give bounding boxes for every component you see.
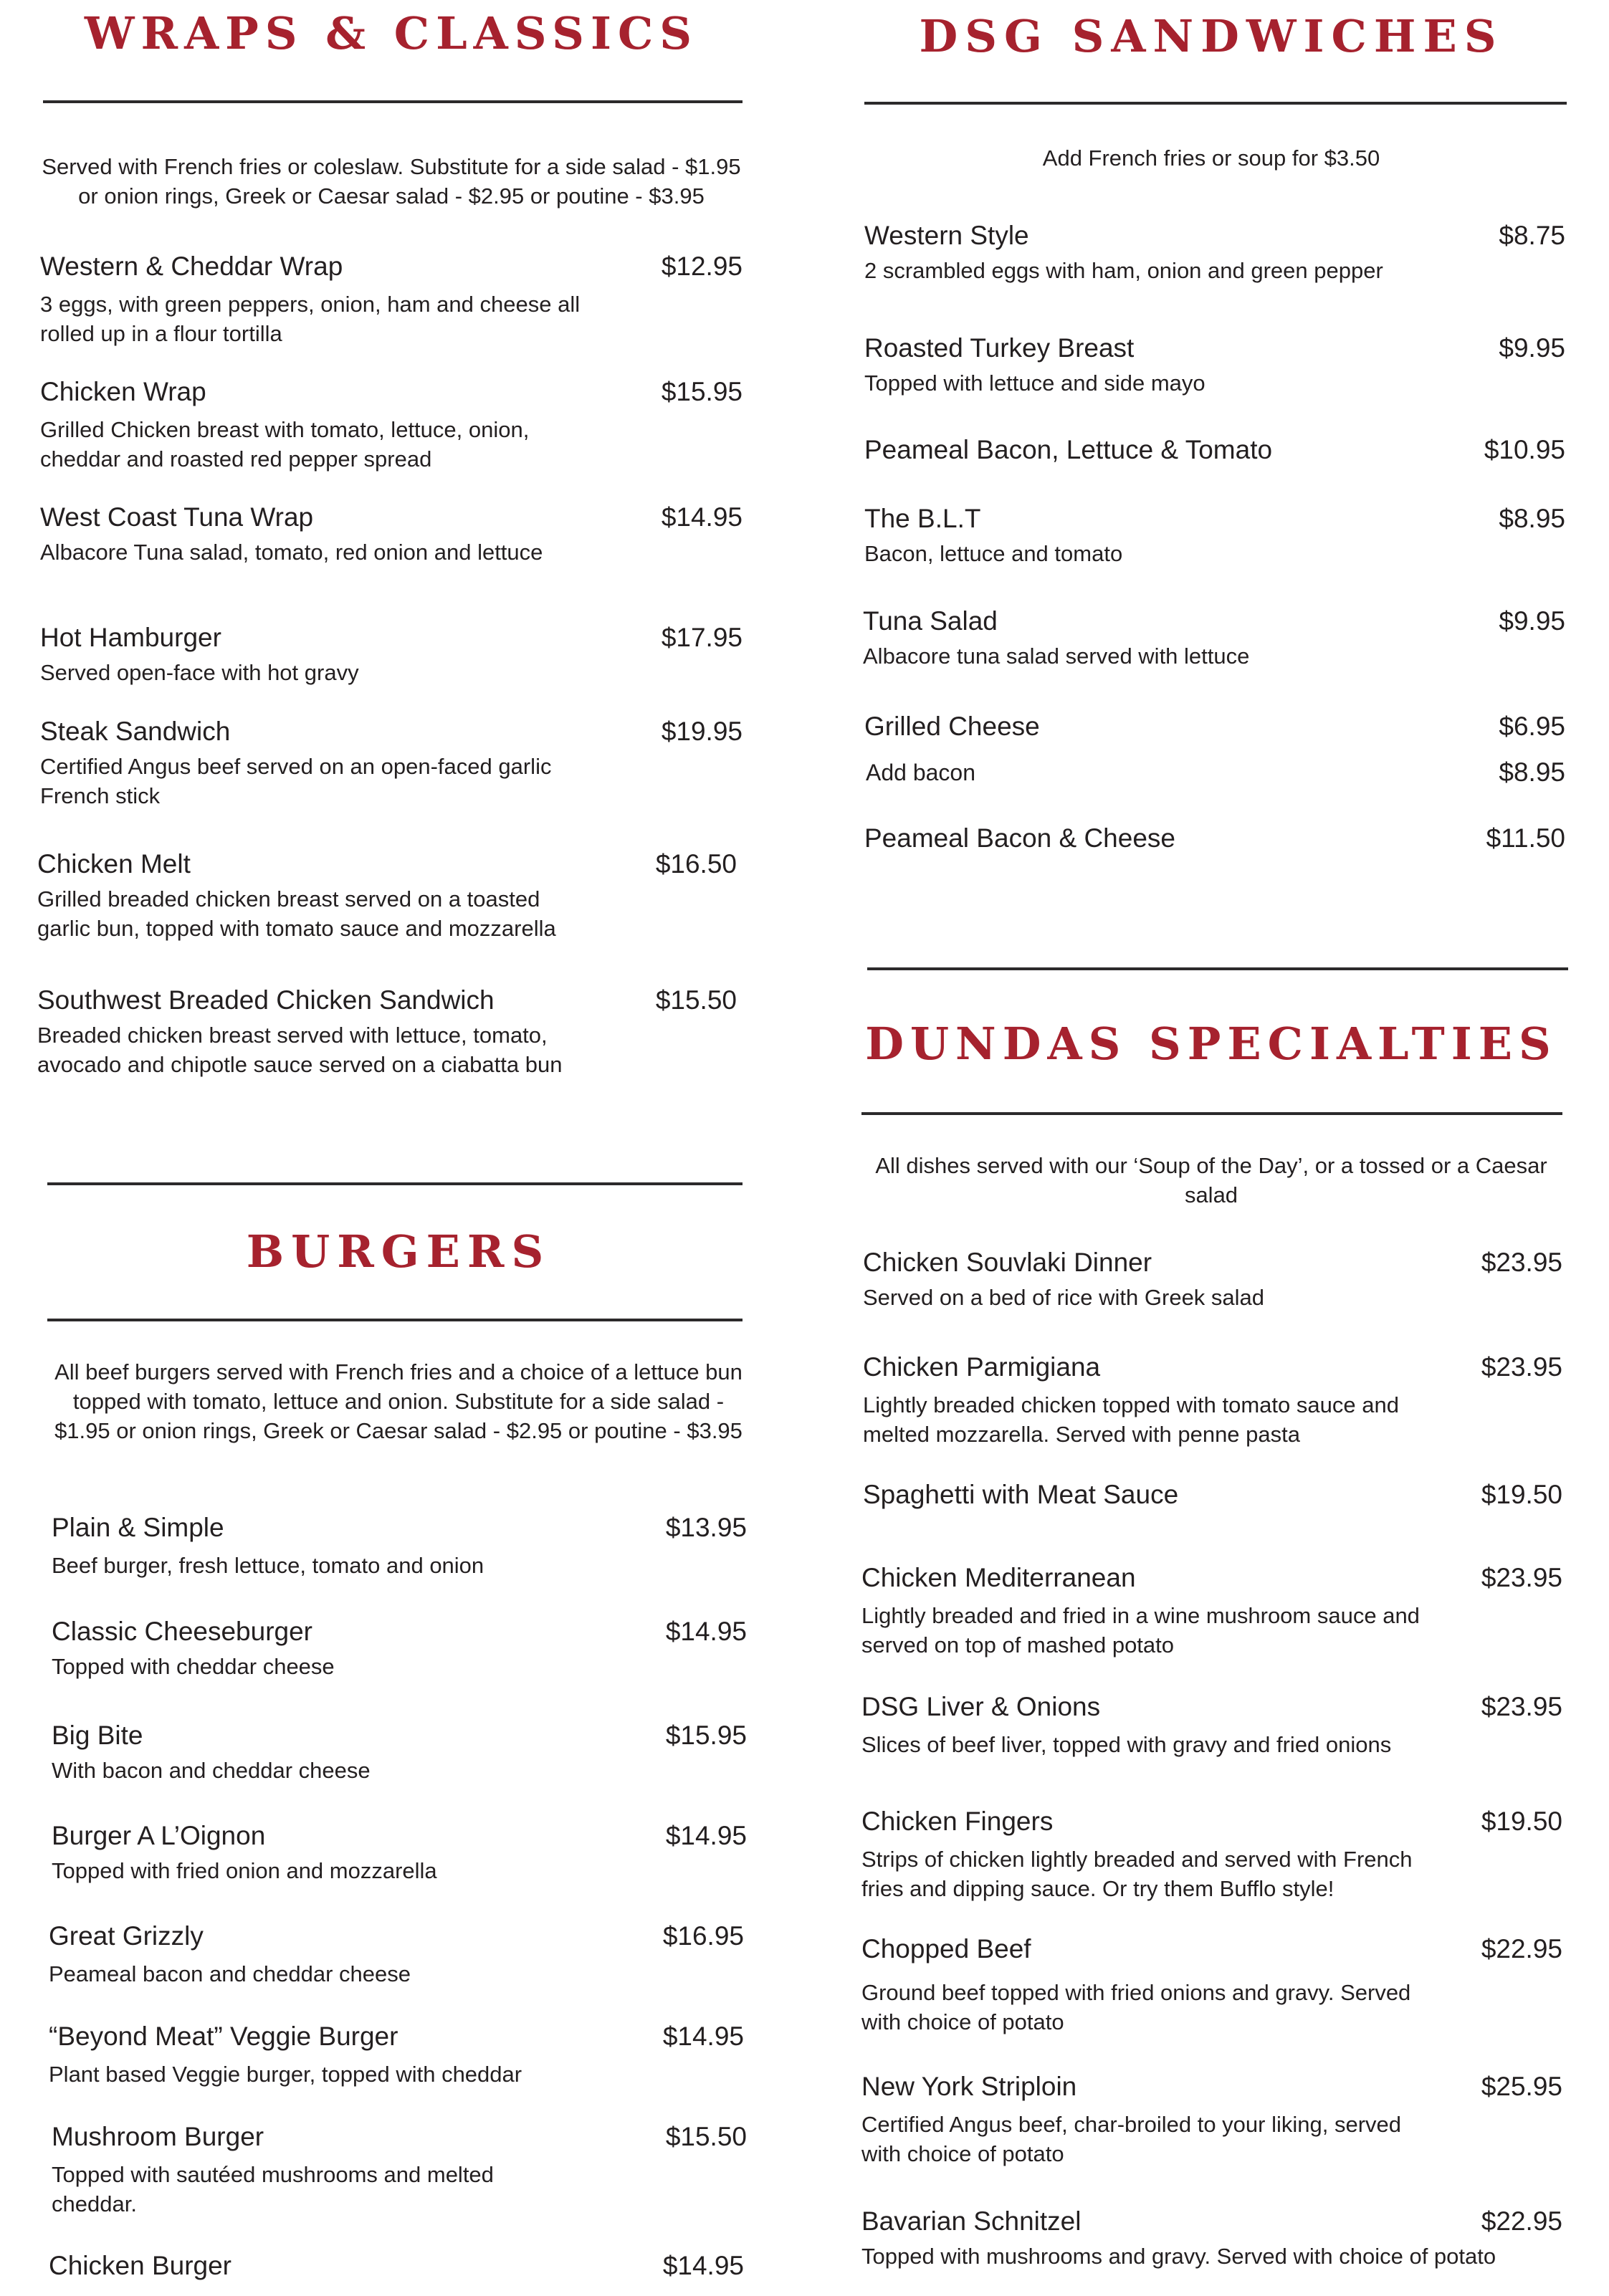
item-price: $14.95	[662, 2022, 744, 2051]
item-description: Strips of chicken lightly breaded and served with French fries and dipping sauce. Or try them Bufflo style!	[861, 1847, 1413, 1901]
item-description: Plant based Veggie burger, topped with cheddar	[49, 2062, 522, 2087]
item-name: Plain & Simple	[52, 1513, 224, 1542]
wraps-note: Served with French fries or coleslaw. Substitute for a side salad - $1.95 or onion rings, Greek or Caesar salad - $2.95 or poutine - $3.95	[42, 154, 741, 209]
item-description: Albacore tuna salad served with lettuce	[863, 644, 1250, 669]
item-description: 3 eggs, with green peppers, onion, ham and cheese all rolled up in a flour tortilla	[40, 292, 581, 346]
item-name: “Beyond Meat” Veggie Burger	[49, 2022, 398, 2051]
item-price: $16.50	[655, 849, 737, 879]
item-description: Served on a bed of rice with Greek salad	[863, 1285, 1265, 1310]
item-name: Classic Cheeseburger	[52, 1617, 313, 1646]
item-price: $13.95	[665, 1513, 747, 1542]
item-price: $15.95	[661, 377, 743, 406]
item-price: $9.95	[1499, 606, 1565, 636]
item-name: Chicken Melt	[37, 849, 191, 879]
specialties-top-divider	[867, 967, 1568, 970]
item-price: $9.95	[1499, 333, 1565, 363]
item-description: Certified Angus beef, char-broiled to your liking, served with choice of potato	[861, 2112, 1402, 2166]
sandwiches-note: Add French fries or soup for $3.50	[1042, 145, 1380, 171]
item-description: Topped with cheddar cheese	[52, 1654, 335, 1679]
item-description: Slices of beef liver, topped with gravy and fried onions	[861, 1732, 1392, 1757]
wraps-heading: WRAPS & CLASSICS	[84, 7, 699, 59]
item-price: $12.95	[661, 252, 743, 281]
item-name: Add bacon	[866, 760, 976, 785]
item-price: $16.95	[662, 1921, 744, 1951]
item-name: Mushroom Burger	[52, 2122, 264, 2151]
item-price: $11.50	[1486, 823, 1565, 853]
item-description: Topped with mushrooms and gravy. Served with choice of potato	[861, 2244, 1496, 2269]
item-price: $15.50	[665, 2122, 747, 2151]
item-name: Roasted Turkey Breast	[864, 333, 1135, 363]
item-name: Great Grizzly	[49, 1921, 204, 1951]
item-price: $22.95	[1481, 1934, 1562, 1963]
item-price: $23.95	[1481, 1248, 1562, 1277]
item-name: Grilled Cheese	[864, 712, 1040, 741]
item-price: $23.95	[1481, 1563, 1562, 1592]
item-description: Lightly breaded and fried in a wine mushroom sauce and served on top of mashed potato	[861, 1603, 1420, 1658]
item-name: Tuna Salad	[863, 606, 998, 636]
item-description: Albacore Tuna salad, tomato, red onion and lettuce	[40, 540, 543, 565]
wraps-divider	[43, 100, 743, 103]
item-name: Peameal Bacon, Lettuce & Tomato	[864, 435, 1273, 464]
item-description: Topped with sautéed mushrooms and melted cheddar.	[52, 2162, 494, 2216]
item-name: Chicken Fingers	[861, 1807, 1054, 1836]
item-description: Grilled Chicken breast with tomato, lettuce, onion, cheddar and roasted red pepper spread	[40, 417, 530, 472]
specialties-note: All dishes served with our ‘Soup of the Day’, or a tossed or a Caesar salad	[875, 1153, 1547, 1207]
item-name: Southwest Breaded Chicken Sandwich	[37, 985, 495, 1015]
item-name: Spaghetti with Meat Sauce	[863, 1480, 1179, 1509]
specialties-divider	[861, 1112, 1562, 1115]
item-name: Chicken Burger	[49, 2251, 232, 2280]
item-description: Topped with fried onion and mozzarella	[52, 1858, 437, 1883]
item-price: $14.95	[665, 1617, 747, 1646]
item-price: $23.95	[1481, 1692, 1562, 1721]
item-description: Bacon, lettuce and tomato	[864, 541, 1123, 566]
item-description: Ground beef topped with fried onions and gravy. Served with choice of potato	[861, 1980, 1411, 2034]
item-description: Lightly breaded chicken topped with tomato sauce and melted mozzarella. Served with penne pasta	[863, 1392, 1399, 1447]
item-price: $6.95	[1499, 712, 1565, 741]
item-description: Certified Angus beef served on an open-faced garlic French stick	[40, 754, 552, 808]
item-price: $8.75	[1499, 221, 1565, 250]
item-name: Bavarian Schnitzel	[861, 2206, 1082, 2236]
item-name: The B.L.T	[864, 504, 981, 533]
item-description: Beef burger, fresh lettuce, tomato and onion	[52, 1553, 484, 1578]
item-price: $15.95	[665, 1721, 747, 1750]
item-name: Chicken Mediterranean	[861, 1563, 1136, 1592]
burgers-heading: BURGERS	[246, 1225, 551, 1278]
item-price: $19.50	[1481, 1480, 1562, 1509]
item-name: Chicken Wrap	[40, 377, 206, 406]
item-price: $22.95	[1481, 2206, 1562, 2236]
item-name: Western & Cheddar Wrap	[40, 252, 343, 281]
item-name: Hot Hamburger	[40, 623, 221, 652]
item-description: 2 scrambled eggs with ham, onion and green pepper	[864, 258, 1383, 283]
item-price: $14.95	[665, 1821, 747, 1850]
sandwiches-divider	[864, 102, 1567, 105]
item-price: $14.95	[662, 2251, 744, 2280]
item-description: Served open-face with hot gravy	[40, 660, 359, 685]
item-name: Peameal Bacon & Cheese	[864, 823, 1175, 853]
item-price: $8.95	[1499, 504, 1565, 533]
item-price: $8.95	[1499, 757, 1565, 787]
item-name: Burger A L’Oignon	[52, 1821, 266, 1850]
item-price: $19.95	[661, 717, 743, 746]
item-name: Western Style	[864, 221, 1029, 250]
item-price: $17.95	[661, 623, 743, 652]
item-description: Breaded chicken breast served with lettuce, tomato, avocado and chipotle sauce served on a ciabatta bun	[37, 1023, 563, 1077]
item-name: DSG Liver & Onions	[861, 1692, 1101, 1721]
item-description: With bacon and cheddar cheese	[52, 1758, 371, 1783]
burgers-note: All beef burgers served with French fries and a choice of a lettuce bun topped with tomato, lettuce and onion. Substitute for a side salad - $1.95 or onion rings, Greek or Caesar salad - $2.95 or poutine - $3.95	[54, 1359, 743, 1443]
item-price: $25.95	[1481, 2072, 1562, 2101]
sandwiches-heading: DSG SANDWICHES	[919, 10, 1504, 62]
item-name: Chicken Parmigiana	[863, 1352, 1101, 1382]
item-price: $15.50	[655, 985, 737, 1015]
item-price: $10.95	[1484, 435, 1565, 464]
item-description: Topped with lettuce and side mayo	[864, 370, 1205, 396]
specialties-heading: DUNDAS SPECIALTIES	[865, 1018, 1557, 1070]
item-name: Chopped Beef	[861, 1934, 1031, 1963]
item-description: Peameal bacon and cheddar cheese	[49, 1961, 411, 1986]
item-description: Grilled breaded chicken breast served on a toasted garlic bun, topped with tomato sauce and mozzarella	[37, 886, 556, 941]
burgers-top-divider	[47, 1182, 743, 1185]
item-name: West Coast Tuna Wrap	[40, 502, 314, 532]
item-name: Chicken Souvlaki Dinner	[863, 1248, 1152, 1277]
item-price: $23.95	[1481, 1352, 1562, 1382]
item-price: $14.95	[661, 502, 743, 532]
item-name: New York Striploin	[861, 2072, 1077, 2101]
burgers-divider	[47, 1319, 743, 1321]
item-price: $19.50	[1481, 1807, 1562, 1836]
item-name: Big Bite	[52, 1721, 143, 1750]
item-name: Steak Sandwich	[40, 717, 231, 746]
